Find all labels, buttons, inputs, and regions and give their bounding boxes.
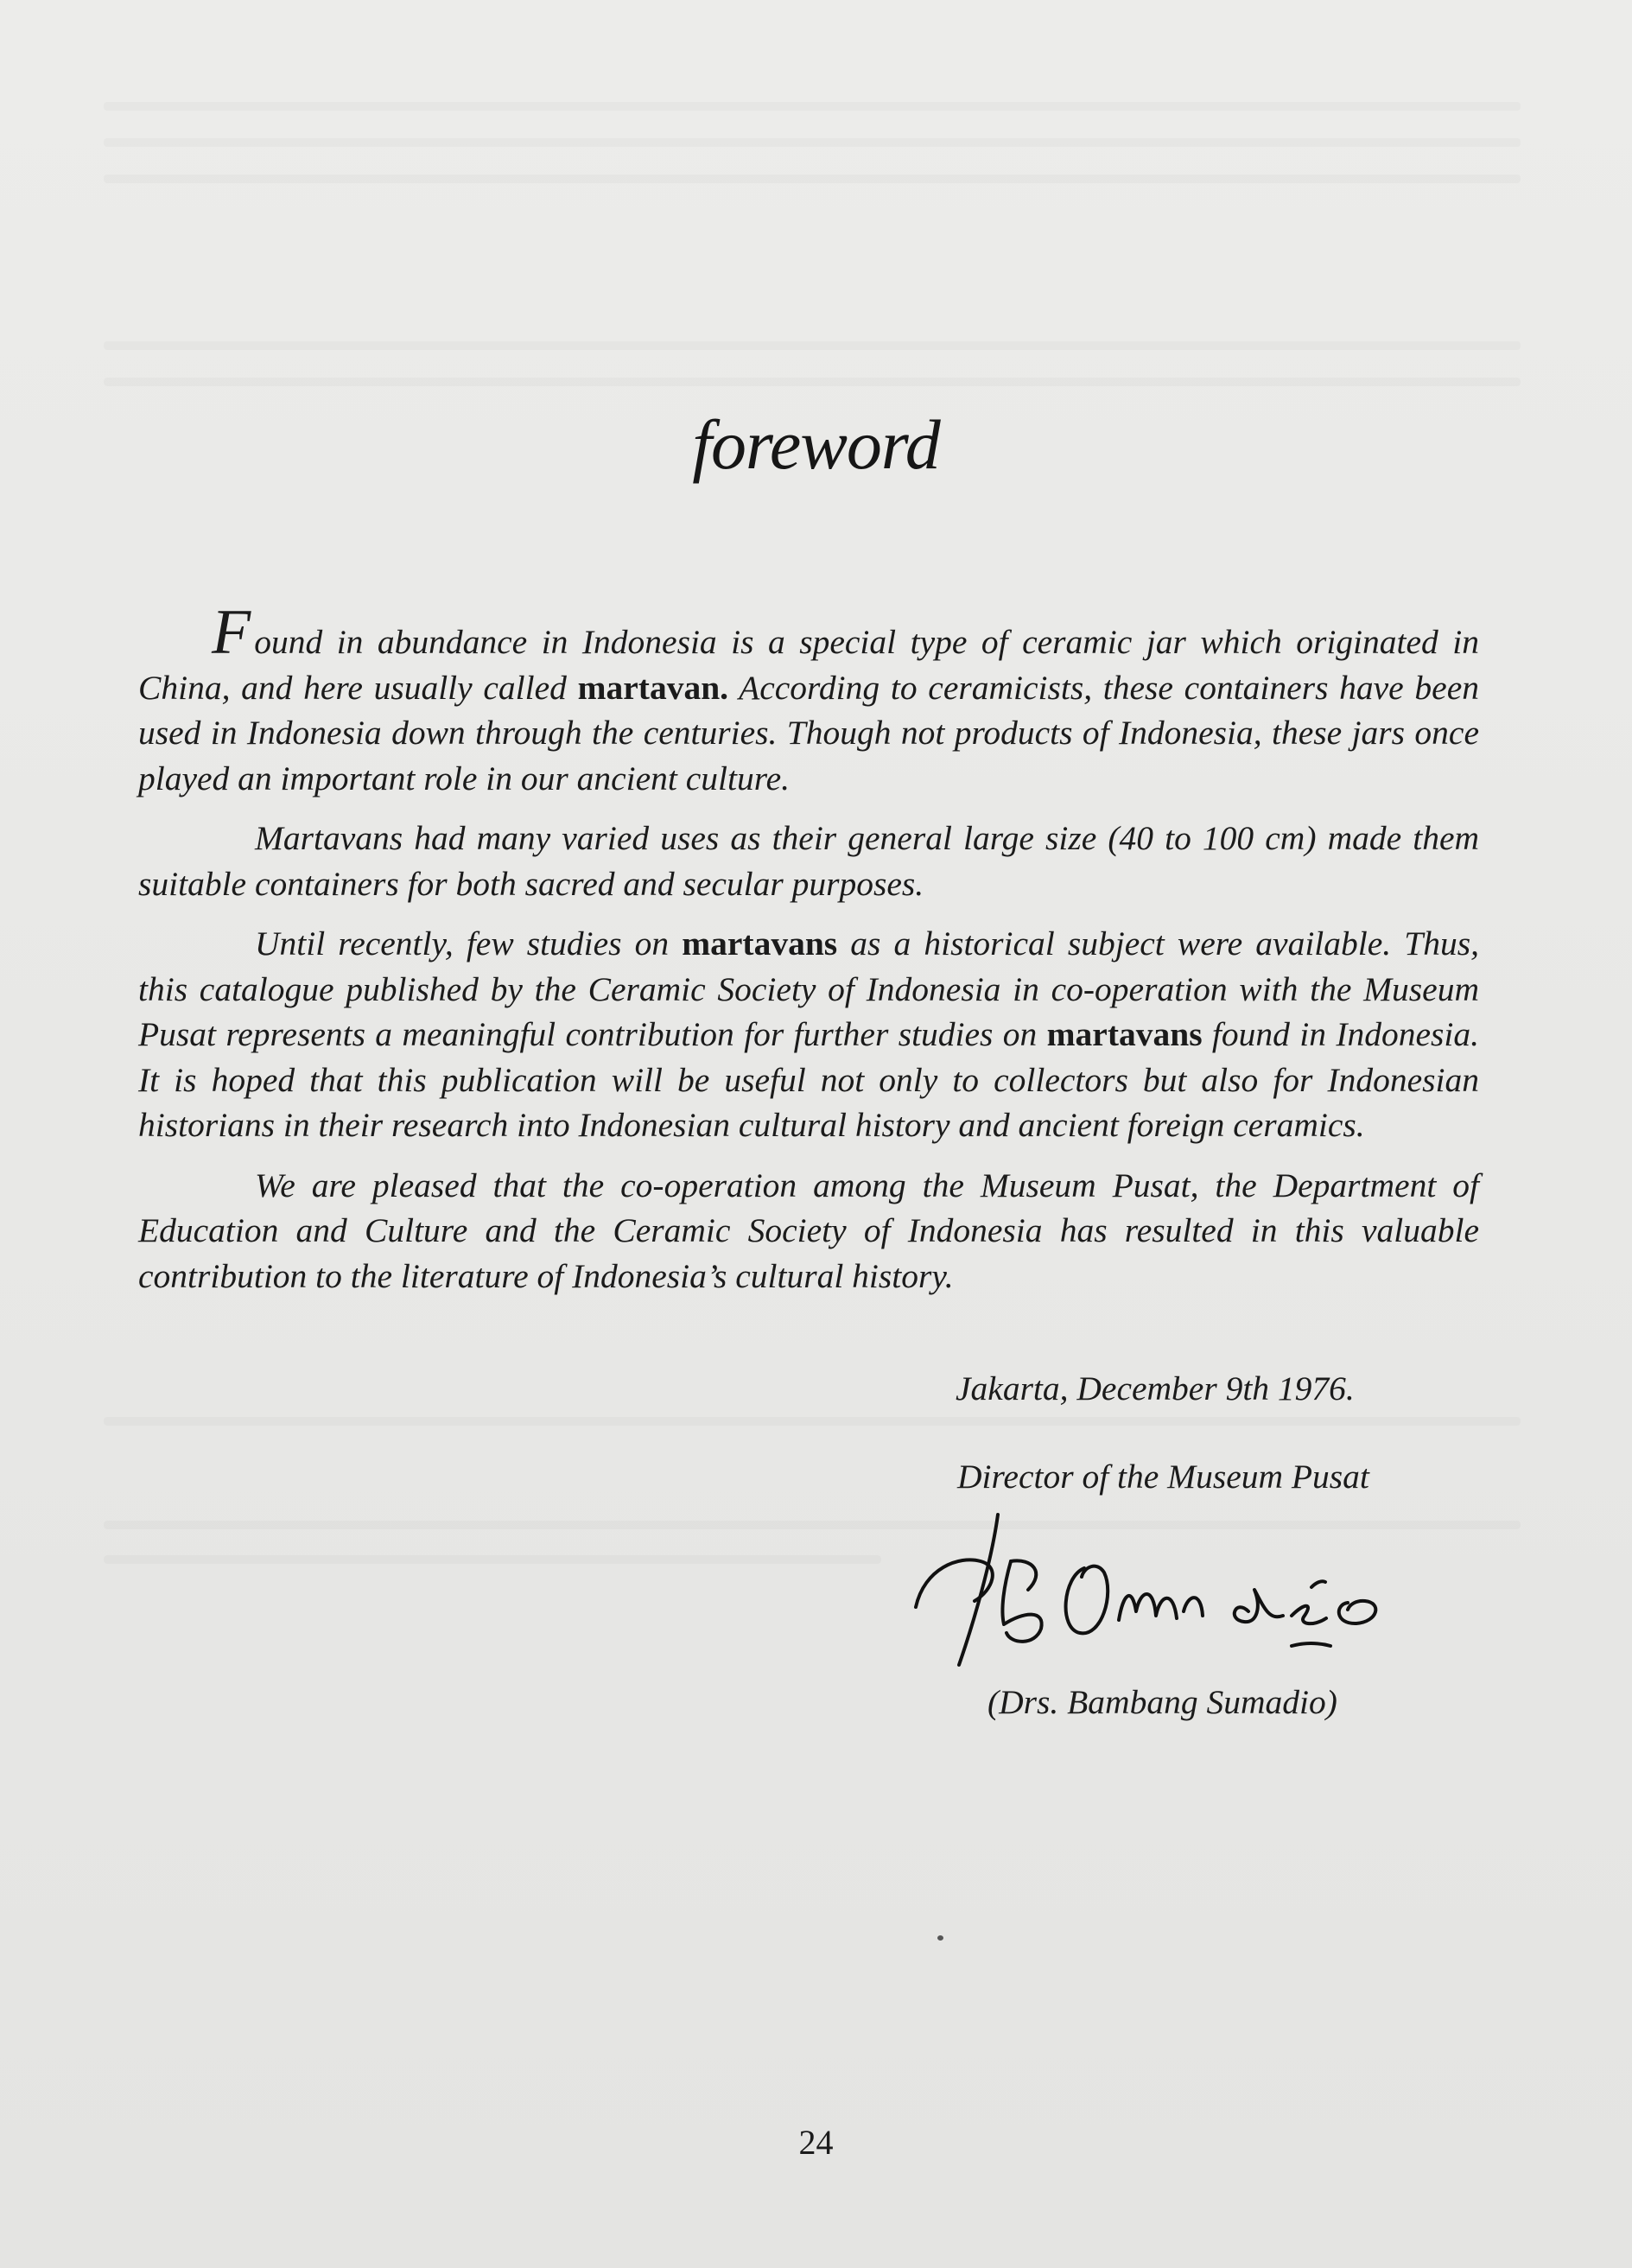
bold-term: martavans	[1046, 1015, 1203, 1053]
bleed-through-line	[104, 175, 1521, 183]
paragraph-4	[138, 1163, 1479, 1299]
text-segment: Martavans had many varied uses as their general large size (40 to 100 cm) made them suitable containers for both sacred and secular purposes.	[138, 819, 1479, 903]
drop-cap: F	[212, 597, 251, 668]
bleed-through-line	[104, 1555, 881, 1564]
paragraph-1	[138, 597, 1479, 801]
paper-speck	[937, 1935, 943, 1941]
bleed-through-line	[104, 1417, 1521, 1426]
signer-title: Director of the Museum Pusat	[957, 1458, 1369, 1496]
text-segment: ound in abundance in Indonesia is a special type of ceramic jar which originated in China, and here usually called	[138, 623, 1479, 707]
text-segment: Until recently, few studies on	[255, 924, 683, 962]
paragraph-2	[138, 816, 1479, 906]
bleed-through-line	[104, 341, 1521, 350]
bleed-through-line	[104, 102, 1521, 111]
page-number: 24	[798, 2123, 834, 2162]
text-segment: found in Indonesia. It is hoped that this publication will be useful not only to collectors but also for Indonesian historians in their research into Indonesian cultural history and ancient foreign ceramics.	[138, 1015, 1480, 1144]
bold-term: martavans	[682, 924, 838, 962]
handwritten-signature	[899, 1508, 1451, 1672]
bleed-through-line	[104, 138, 1521, 147]
text-segment: We are pleased that the co-operation among the Museum Pusat, the Department of Education and Culture and the Ceramic Society of Indonesia has resulted in this valuable contribution to the literature of Indonesia’s cultural history.	[138, 1166, 1479, 1295]
bleed-through-line	[104, 378, 1521, 386]
page-title: foreword	[692, 405, 940, 484]
paragraph-3	[138, 921, 1479, 1148]
text-segment: According to ceramicists, these containers have been used in Indonesia down through the centuries. Though not products of Indonesia, these jars once played an important role in our ancient culture.	[138, 668, 1479, 797]
foreword-body	[138, 597, 1480, 1313]
signer-name: (Drs. Bambang Sumadio)	[987, 1683, 1337, 1721]
bold-term: martavan.	[577, 668, 729, 707]
place-date: Jakarta, December 9th 1976.	[956, 1369, 1355, 1407]
text-segment: as a historical subject were available. Thus, this catalogue published by the Ceramic Society of Indonesia in co-operation with the Museum Pusat represents a meaningful contribution for further studies on	[138, 924, 1479, 1053]
